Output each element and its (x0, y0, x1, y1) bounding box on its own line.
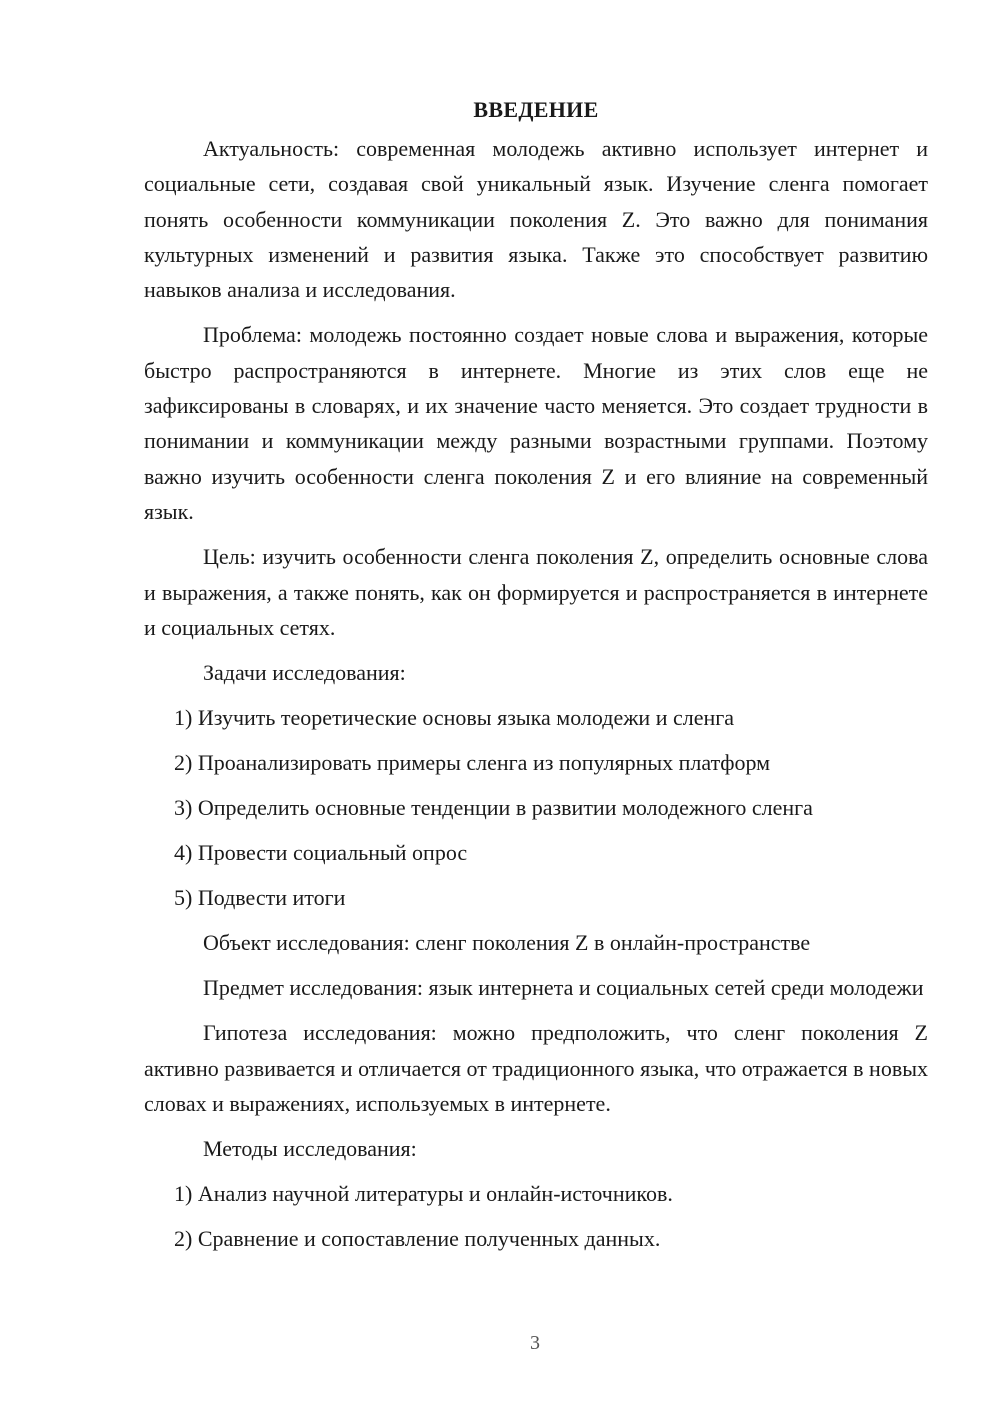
method-item: 1) Анализ научной литературы и онлайн-источников. (174, 1181, 673, 1207)
hypothesis-paragraph: Гипотеза исследования: можно предположить, что сленг поколения Z активно развивается и отличается от традиционного языка, что отражается в новых словах и выражениях, используемых в интернете. (144, 1020, 928, 1117)
task-item: 5) Подвести итоги (174, 885, 346, 911)
relevance-paragraph: Актуальность: современная молодежь активно использует интернет и социальные сети, создавая свой уникальный язык. Изучение сленга помогает понять особенности коммуникации поколения Z. Это важно для понимания культурных изменений и развития языка. Также это способствует развитию навыков анализа и исследования. (144, 136, 928, 303)
section-title: ВВЕДЕНИЕ (473, 97, 599, 122)
task-item: 2) Проанализировать примеры сленга из популярных платформ (174, 750, 771, 776)
object-line: Объект исследования: сленг поколения Z в онлайн-пространстве (203, 930, 811, 956)
subject-paragraph: Предмет исследования: язык интернета и социальных сетей среди молодежи (203, 975, 924, 1001)
task-item: 1) Изучить теоретические основы языка молодежи и сленга (174, 705, 735, 731)
problem-paragraph: Проблема: молодежь постоянно создает новые слова и выражения, которые быстро распространяются в интернете. Многие из этих слов еще не зафиксированы в словарях, и их значение часто меняется. Это создает трудности в понимании и коммуникации между разными возрастными группами. Поэтому важно изучить особенности сленга поколения Z и его влияние на современный язык. (144, 322, 928, 524)
methods-heading: Методы исследования: (203, 1136, 417, 1162)
task-item: 3) Определить основные тенденции в развитии молодежного сленга (174, 795, 813, 821)
page-number: 3 (530, 1332, 540, 1354)
tasks-heading: Задачи исследования: (203, 660, 406, 686)
document-page (144, 92, 928, 1266)
task-item: 4) Провести социальный опрос (174, 840, 468, 866)
method-item: 2) Сравнение и сопоставление полученных данных. (174, 1226, 661, 1252)
goal-paragraph: Цель: изучить особенности сленга поколения Z, определить основные слова и выражения, а также понять, как он формируется и распространяется в интернете и социальных сетях. (144, 544, 928, 640)
